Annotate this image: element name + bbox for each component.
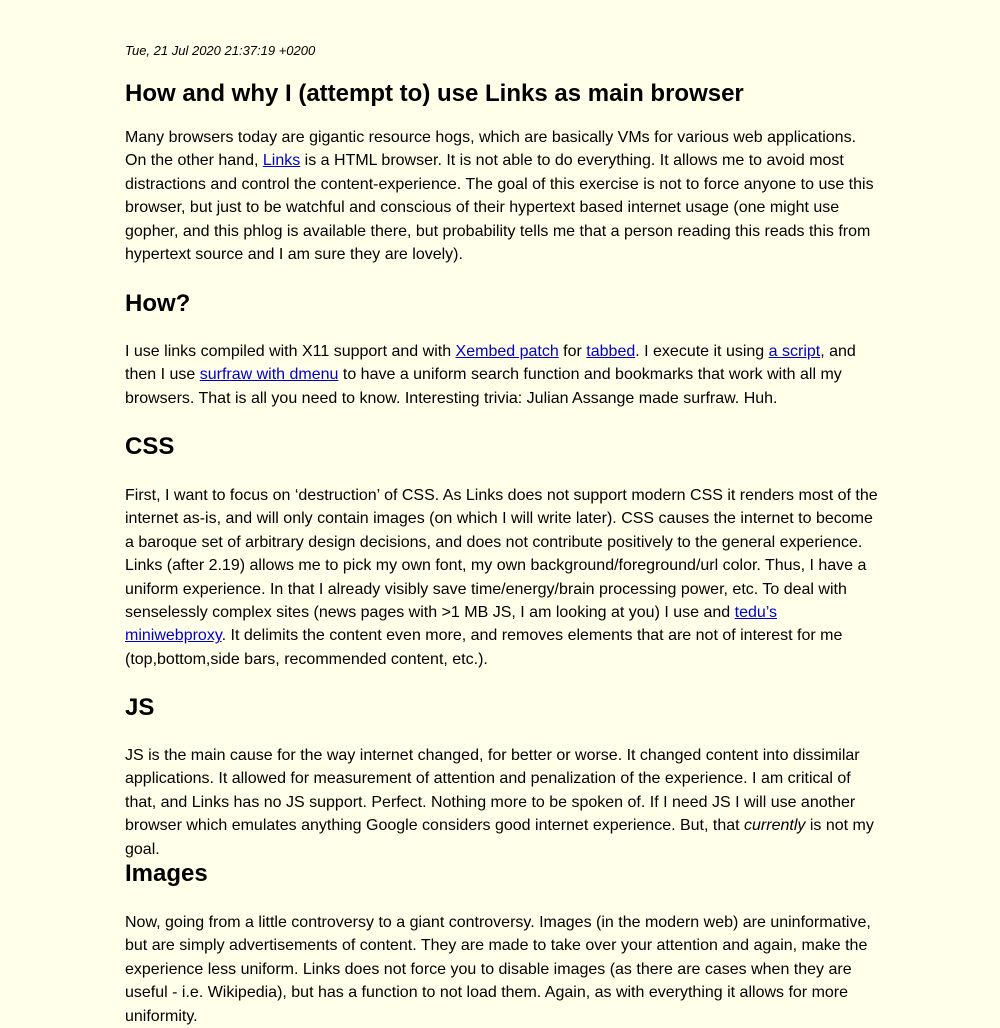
links-link[interactable]: Links <box>262 152 301 170</box>
how-paragraph <box>125 340 880 410</box>
tabbed-link[interactable]: tabbed <box>586 343 636 360</box>
intro-paragraph <box>125 126 880 266</box>
css-text-1: First, I want to focus on ‘destruction’ of CSS. As Links does not support modern CSS it renders most of the internet as-is, and will only contain images (on which I will write later). CSS causes the internet to become a baroque set of arbitrary design decisions, and does not contribute positively to the general experience. Links (after 2.19) allows me to pick my own font, my own background/foreground/url color. Thus, I have a uniform experience. In that I already visibly save time/energy/brain processing power, etc. To deal with senselessly complex sites (news pages with >1 MB JS, I am looking at you) I use and <box>125 487 878 622</box>
post-date: Tue, 21 Jul 2020 21:37:19 +0200 <box>125 43 316 58</box>
css-paragraph <box>125 484 880 671</box>
css-heading: CSS <box>125 433 175 460</box>
how-text-2: for <box>558 343 587 360</box>
intro-text-1: Many browsers today are gigantic resource hogs, which are basically VMs for various web applications. On the other hand, <box>125 129 857 170</box>
images-heading: Images <box>125 860 208 887</box>
how-text-3: . I execute it using <box>635 343 769 360</box>
js-emphasis: currently <box>744 817 806 835</box>
js-paragraph <box>125 744 880 861</box>
js-text-1: JS is the main cause for the way internet changed, for better or worse. It changed content into dissimilar applications. It allowed for measurement of attention and penalization of the experience. I am critical of that, and Links has no JS support. Perfect. Nothing more to be spoken of. If I need JS I will use another browser which emulates anything Google considers good internet experience. But, that <box>125 747 860 835</box>
script-link[interactable]: a script <box>768 343 821 360</box>
how-heading: How? <box>125 290 191 317</box>
js-text-2: is not my goal. <box>125 817 874 858</box>
css-text-2: . It delimits the content even more, and removes elements that are not of interest for me (top,bottom,side bars, recommended content, etc.). <box>125 627 843 668</box>
js-heading: JS <box>125 694 155 721</box>
xembed-patch-link[interactable]: Xembed patch <box>455 343 559 360</box>
how-text-5: to have a uniform search function and bookmarks that work with all my browsers. That is all you need to know. Interesting trivia: Julian Assange made surfraw. Huh. <box>125 366 842 407</box>
page-title: How and why I (attempt to) use Links as main browser <box>125 80 744 107</box>
how-text-1: I use links compiled with X11 support and with <box>125 343 456 360</box>
intro-text-2: is a HTML browser. It is not able to do everything. It allows me to avoid most distractions and control the content-experience. The goal of this exercise is not to force anyone to use this browser, but just to be watchful and conscious of their hypertext based internet usage (one might use gopher, and this phlog is available there, but probability tells me that a person reading this reads this from hypertext source and I am sure they are lovely). <box>125 152 874 264</box>
miniwebproxy-link[interactable]: tedu’s miniwebproxy <box>125 604 778 645</box>
surfraw-link[interactable]: surfraw with dmenu <box>199 366 339 384</box>
images-paragraph: Now, going from a little controversy to a giant controversy. Images (in the modern web) are uninformative, but are simply advertisements of content. They are made to take over your attention and again, make the experience less uniform. Links does not force you to disable images (as there are cases when they are useful - i.e. Wikipedia), but has a function to not load them. Again, as with everything it allows for more uniformity. <box>125 914 871 1025</box>
how-text-4: , and then I use <box>125 343 856 384</box>
